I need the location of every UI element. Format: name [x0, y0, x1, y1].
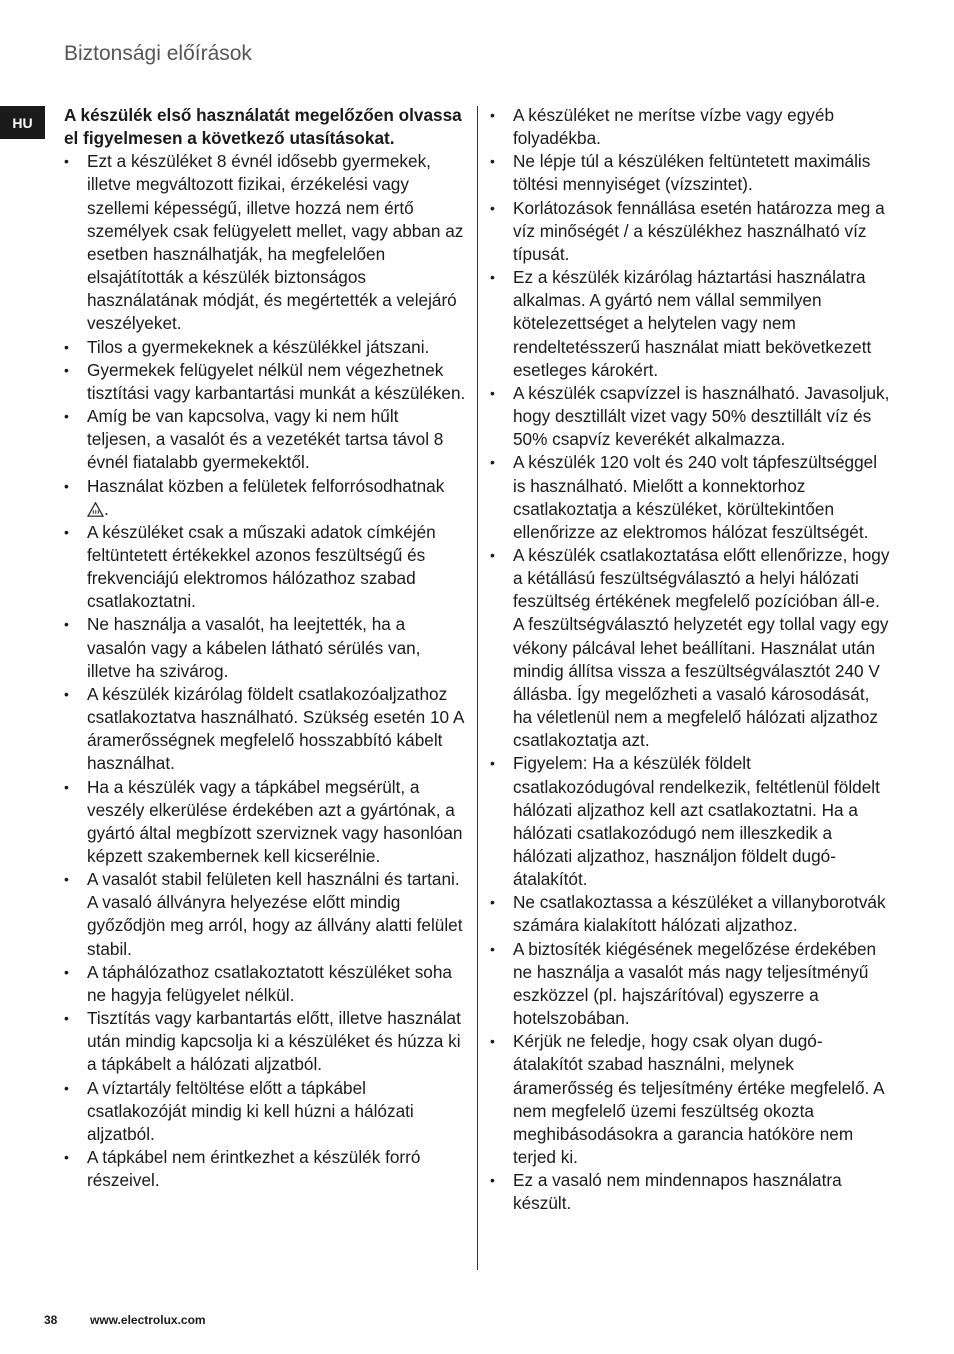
list-item: • A biztosíték kiégésének megelőzése érdekében ne használja a vasalót más nagy teljesítményű eszközzel (pl. hajszárítóval) egyszerre a hotelszobában. — [490, 938, 892, 1031]
list-item: • A készülék kizárólag földelt csatlakozóaljzathoz csatlakoztatva használható. Szükség esetén 10 A áramerősségnek megfelelő hosszabbító kábelt használhat. — [64, 683, 466, 776]
list-item: • Ha a készülék vagy a tápkábel megsérült, a veszély elkerülése érdekében azt a gyártónak, a gyártó által megbízott szerviznek vagy hasonlóan képzett szakembernek kell kicserélnie. — [64, 776, 466, 869]
list-item: • Ez a vasaló nem mindennapos használatra készült. — [490, 1169, 892, 1215]
list-item: • Ne csatlakoztassa a készüléket a villanyborotvák számára kialakított hálózati aljzathoz. — [490, 891, 892, 937]
right-safety-list — [490, 104, 892, 1216]
list-item: • A készülék csapvízzel is használható. Javasoljuk, hogy desztillált vizet vagy 50% desztillált víz és 50% csapvíz keverékét alkalmazza. — [490, 382, 892, 451]
list-item: • A tápkábel nem érintkezhet a készülék forró részeivel. — [64, 1146, 466, 1192]
list-item: • Figyelem: Ha a készülék földelt csatlakozódugóval rendelkezik, feltétlenül földelt hálózati aljzathoz kell azt csatlakoztatni. Ha a hálózati csatlakozódugó nem illeszkedik a hálózati aljzathoz, használjon földelt dugó-átalakítót. — [490, 752, 892, 891]
intro-text: A készülék első használatát megelőzően olvassa el figyelmesen a következő utasításokat. — [64, 105, 462, 149]
page-number: 38 — [44, 1313, 58, 1327]
list-item-text: Használat közben a felületek felforrósodhatnak — [87, 475, 445, 496]
list-item: • A készüléket ne merítse vízbe vagy egyéb folyadékba. — [490, 104, 892, 150]
left-column — [64, 104, 466, 1192]
column-divider — [477, 106, 478, 1270]
list-item: • Tilos a gyermekeknek a készülékkel játszani. — [64, 336, 466, 359]
section-title: Biztonsági előírások — [64, 42, 252, 65]
left-safety-list — [64, 150, 466, 1192]
list-item: • Ez a készülék kizárólag háztartási használatra alkalmas. A gyártó nem vállal semmilyen kötelezettséget a helytelen vagy nem rendeltetésszerű használat miatt bekövetkezett esetleges károkért. — [490, 266, 892, 382]
website-link[interactable]: www.electrolux.com — [90, 1313, 206, 1327]
list-item: • Kérjük ne feledje, hogy csak olyan dugó-átalakítót szabad használni, melynek áramerősség és teljesítmény értéke megfelelő. A nem megfelelő üzemi feszültség okozta meghibásodásokra a garancia hatóköre nem terjed ki. — [490, 1030, 892, 1169]
list-item: • A táphálózathoz csatlakoztatott készüléket soha ne hagyja felügyelet nélkül. — [64, 961, 466, 1007]
list-item: • A készülék 120 volt és 240 volt tápfeszültséggel is használható. Mielőtt a konnektorhoz csatlakoztatja a készüléket, körültekintően ellenőrizze az elektromos hálózat feszültségét. — [490, 451, 892, 544]
list-item: • Ne használja a vasalót, ha leejtették, ha a vasalón vagy a kábelen látható sérülés van, illetve ha szivárog. — [64, 613, 466, 682]
list-item: • Ne lépje túl a készüléken feltüntetett maximális töltési mennyiséget (vízszintet). — [490, 150, 892, 196]
list-item: • A készülék csatlakoztatása előtt ellenőrizze, hogy a kétállású feszültségválasztó a helyi hálózati feszültség értékének megfelelő pozícióban áll-e. A feszültségválasztó helyzetét egy tollal vagy egy vékony pálcával lehet beállítani. Használat után mindig állítsa vissza a feszültségválasztót 240 V állásba. Így megelőzheti a vasaló károsodását, ha véletlenül nem a megfelelő hálózati aljzathoz csatlakoztatja azt. — [490, 544, 892, 752]
language-tab: HU — [0, 106, 45, 139]
list-item: • Ezt a készüléket 8 évnél idősebb gyermekek, illetve megváltozott fizikai, érzékelési vagy szellemi képességű, illetve hozzá nem értő személyek csak felügyelett mellet, vagy abban az esetben használhatják, ha megfelelően elsajátították a készülék biztonságos használatának módját, és megértették a velejáró veszélyeket. — [64, 150, 466, 335]
list-item: • Amíg be van kapcsolva, vagy ki nem hűlt teljesen, a vasalót és a vezetékét tartsa távol 8 évnél fiatalabb gyermekektől. — [64, 405, 466, 474]
list-item: • A vasalót stabil felületen kell használni és tartani. A vasaló állványra helyezése előtt mindig győződjön meg arról, hogy az állvány alatti felület stabil. — [64, 868, 466, 961]
list-item: • A készüléket csak a műszaki adatok címkéjén feltüntetett értékekkel azonos feszültségű és frekvenciájú elektromos hálózathoz szabad csatlakoztatni. — [64, 521, 466, 614]
list-item: • Gyermekek felügyelet nélkül nem végezhetnek tisztítási vagy karbantartási munkát a készüléken. — [64, 359, 466, 405]
list-item: • Tisztítás vagy karbantartás előtt, illetve használat után mindig kapcsolja ki a készüléket és húzza ki a tápkábelt a hálózati aljzatból. — [64, 1007, 466, 1076]
hot-surface-warning-icon — [87, 502, 104, 517]
list-item: • A víztartály feltöltése előtt a tápkábel csatlakozóját mindig ki kell húzni a hálózati aljzatból. — [64, 1077, 466, 1146]
right-column — [490, 104, 892, 1216]
list-item: • Használat közben a felületek felforrósodhatnak . — [64, 475, 466, 521]
list-item: • Korlátozások fennállása esetén határozza meg a víz minőségét / a készülékhez használható víz típusát. — [490, 197, 892, 266]
